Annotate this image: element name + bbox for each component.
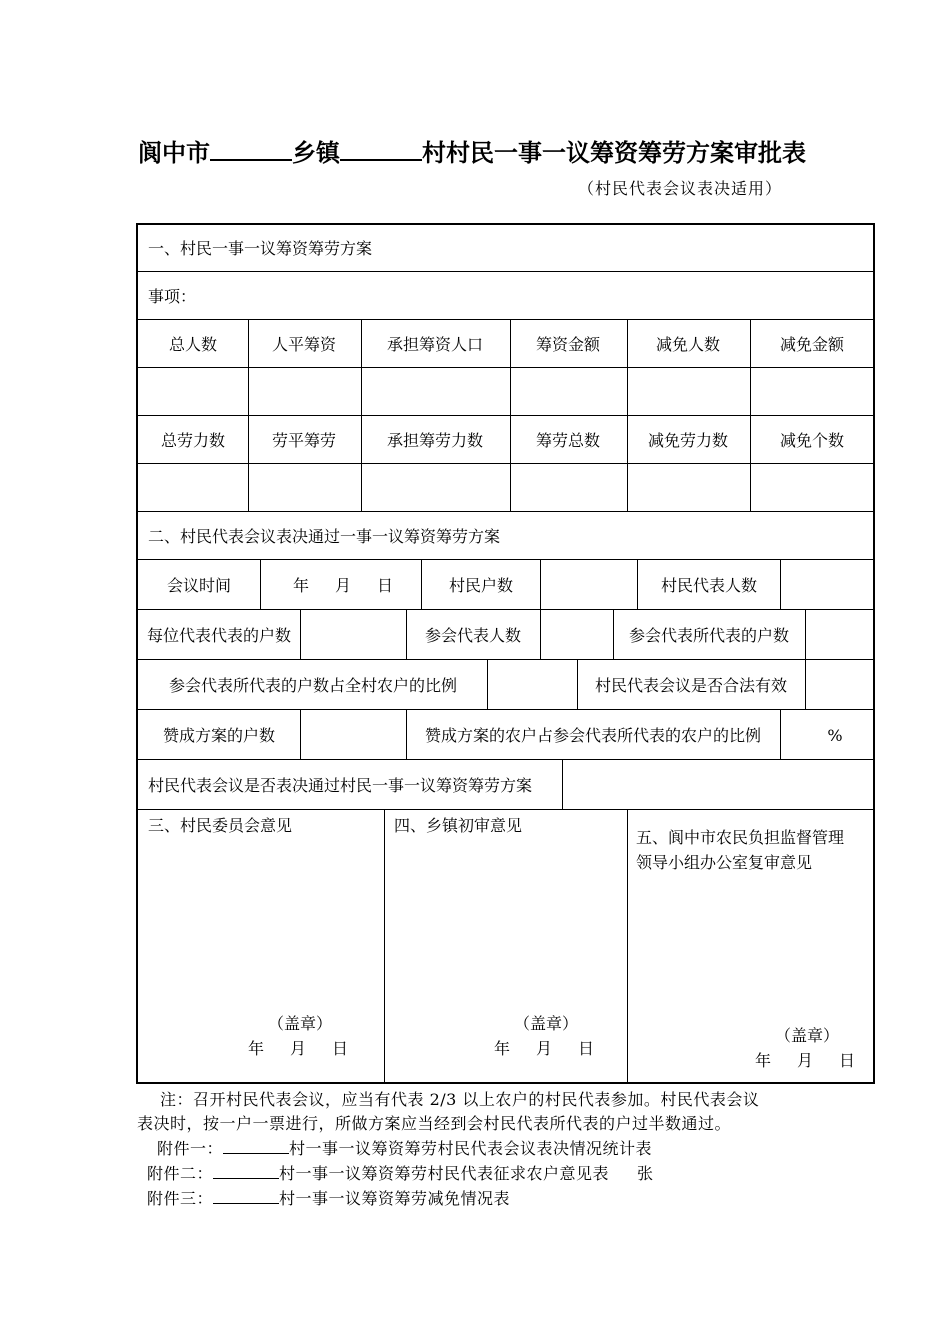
header-fund-population: 承担筹资人口	[386, 335, 484, 354]
header-labor-count: 承担筹劳力数	[386, 431, 484, 450]
title-town-suffix: 乡镇	[292, 138, 340, 167]
passed-label: 村民代表会议是否表决通过村民一事一议筹资筹劳方案	[148, 776, 533, 795]
section3-seal: （盖章）	[268, 1014, 333, 1033]
town-blank	[210, 135, 292, 161]
header-labor-total: 筹劳总数	[535, 431, 601, 450]
header-per-labor: 劳平筹劳	[271, 431, 337, 450]
village-blank	[340, 135, 422, 161]
attachment-1-text: 村一事一议筹资筹劳村民代表会议表决情况统计表	[289, 1139, 653, 1158]
note-line2: 表决时，按一户一票进行，所做方案应当经到会村民代表所代表的户过半数通过。	[137, 1114, 732, 1133]
legal-valid-label: 村民代表会议是否合法有效	[594, 676, 788, 695]
attachment-1-blank	[223, 1137, 289, 1154]
section5-heading-line2: 领导小组办公室复审意见	[636, 853, 813, 872]
attachment-3	[147, 1187, 510, 1211]
section5-day: 日	[839, 1051, 856, 1070]
date-year: 年	[293, 576, 310, 595]
date-day: 日	[377, 576, 394, 595]
attachment-3-blank	[213, 1187, 279, 1204]
attending-households-label: 参会代表所代表的户数	[628, 626, 790, 645]
attachment-2-text: 村一事一议筹资筹劳村民代表征求农户意见表	[279, 1164, 610, 1183]
header-exempt-amount: 减免金额	[779, 335, 845, 354]
approve-ratio-label: 赞成方案的农户占参会代表所代表的农户的比例	[424, 726, 762, 745]
section5-seal: （盖章）	[775, 1026, 840, 1045]
households-per-rep-label: 每位代表代表的户数	[146, 626, 292, 645]
section4-heading: 四、乡镇初审意见	[394, 816, 523, 835]
attachment-2-unit: 张	[637, 1164, 654, 1183]
ratio-all-label: 参会代表所代表的户数占全村农户的比例	[168, 676, 458, 695]
header-exempt-labor: 减免劳力数	[647, 431, 729, 450]
matter-label: 事项：	[148, 287, 197, 306]
section4-seal: （盖章）	[514, 1014, 579, 1033]
header-exempt-count: 减免个数	[779, 431, 845, 450]
section5-year: 年	[755, 1051, 772, 1070]
section3-heading: 三、村民委员会意见	[148, 816, 293, 835]
header-fund-amount: 筹资金额	[535, 335, 601, 354]
approve-households-label: 赞成方案的户数	[162, 726, 276, 745]
date-month: 月	[335, 576, 352, 595]
attachment-2-blank	[213, 1162, 279, 1179]
meeting-time-label: 会议时间	[166, 576, 232, 595]
header-total-people: 总人数	[168, 335, 218, 354]
header-exempt-people: 减免人数	[655, 335, 721, 354]
section3-year: 年	[248, 1039, 265, 1058]
attachment-3-prefix: 附件三：	[147, 1189, 214, 1208]
section3-day: 日	[332, 1039, 349, 1058]
title-city: 阆中市	[138, 138, 210, 167]
section4-year: 年	[494, 1039, 511, 1058]
attachment-2-prefix: 附件二：	[147, 1164, 214, 1183]
section4-day: 日	[578, 1039, 595, 1058]
page-subtitle: （村民代表会议表决适用）	[578, 179, 783, 198]
section2-heading: 二、村民代表会议表决通过一事一议筹资筹劳方案	[148, 527, 501, 546]
section5-month: 月	[797, 1051, 814, 1070]
header-per-capita-fund: 人平筹资	[271, 335, 337, 354]
attending-reps-label: 参会代表人数	[424, 626, 522, 645]
attachment-3-text: 村一事一议筹资筹劳减免情况表	[279, 1189, 511, 1208]
attachment-1-prefix: 附件一：	[157, 1139, 224, 1158]
attachment-1	[157, 1137, 652, 1161]
section1-heading: 一、村民一事一议筹资筹劳方案	[148, 239, 373, 258]
section3-month: 月	[290, 1039, 307, 1058]
section5-heading-line1: 五、阆中市农民负担监督管理	[636, 828, 845, 847]
approval-table	[136, 223, 875, 1084]
percent-sign: %	[827, 726, 843, 745]
section4-month: 月	[536, 1039, 553, 1058]
villager-households-label: 村民户数	[448, 576, 514, 595]
title-rest: 村村民一事一议筹资筹劳方案审批表	[422, 138, 806, 167]
page-title	[138, 135, 898, 169]
rep-count-label: 村民代表人数	[660, 576, 758, 595]
attachment-2	[147, 1162, 654, 1186]
header-total-labor: 总劳力数	[160, 431, 226, 450]
note-line1: 注：召开村民代表会议，应当有代表 2/3 以上农户的村民代表参加。村民代表会议	[160, 1090, 760, 1109]
